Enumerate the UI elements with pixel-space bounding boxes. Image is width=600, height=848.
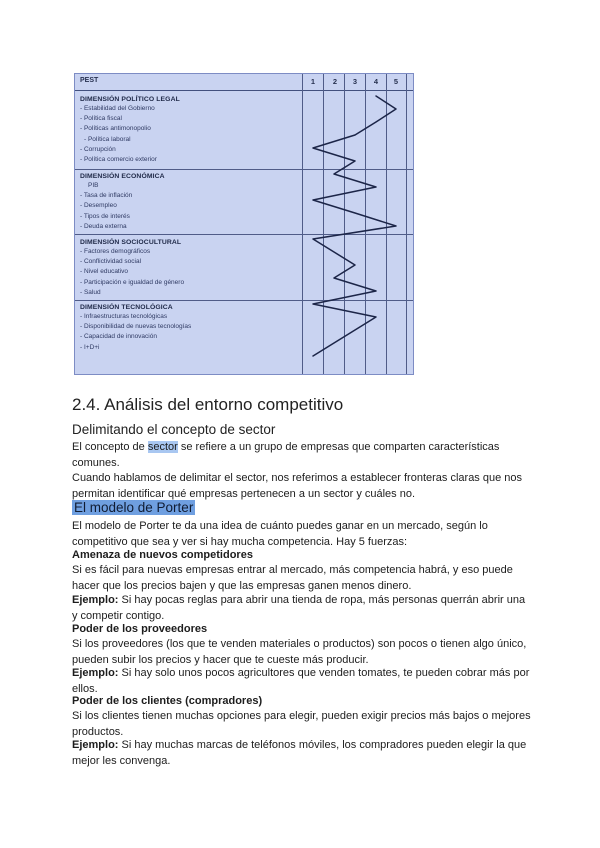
section-item: - Infraestructuras tecnológicas <box>80 313 168 320</box>
force2-text: Si los proveedores (los que te venden materiales o productos) son pocos o tienen algo único, pueden subir los precios y hacer que te cueste más producir. <box>72 638 527 666</box>
section-item: - Disponibilidad de nuevas tecnologías <box>80 323 192 331</box>
rating-column-3: 3 <box>352 77 358 86</box>
paragraph-sector-definition: El concepto de sector se refiere a un grupo de empresas que comparten características comunes. <box>72 441 500 469</box>
subheading-sector: Delimitando el concepto de sector <box>72 422 276 437</box>
section-item: - Capacidad de innovación <box>80 333 157 341</box>
force1-text: Si es fácil para nuevas empresas entrar al mercado, más competencia habrá, y eso puede hacer que los precios bajen y que las empresas ganen menos dinero. <box>72 564 513 592</box>
force1-example: Ejemplo: Si hay pocas reglas para abrir una tienda de ropa, más personas querrán abrir una y competir contigo. <box>72 594 526 622</box>
porter-heading: El modelo de Porter <box>74 500 194 515</box>
section-item: PIB <box>88 182 99 189</box>
pest-header-label: PEST <box>80 77 99 84</box>
highlighted-word: sector <box>147 441 178 453</box>
section-item: - Tasa de inflación <box>80 192 133 200</box>
section-item: - Política fiscal <box>80 115 122 123</box>
force2-title: Poder de los proveedores <box>72 623 208 635</box>
section-title: DIMENSIÓN POLÍTICO LEGAL <box>80 96 180 103</box>
porter-heading-wrapper <box>72 500 532 515</box>
force3-example: Ejemplo: Si hay muchas marcas de teléfonos móviles, los compradores pueden elegir la que mejor les convenga. <box>72 739 527 767</box>
section-title: DIMENSIÓN TECNOLÓGICA <box>80 304 173 311</box>
rating-column-1: 1 <box>310 77 316 86</box>
pest-table <box>74 73 414 375</box>
section-item: - Estabilidad del Gobierno <box>80 105 155 112</box>
paragraph-porter-intro: El modelo de Porter te da una idea de cuánto puedes ganar en un mercado, según lo competitivo que sea y ver si hay mucha competencia. Hay 5 fuerzas: <box>72 520 488 548</box>
force1-title: Amenaza de nuevos competidores <box>72 549 253 561</box>
section-title: DIMENSIÓN ECONÓMICA <box>80 173 165 180</box>
section-item: - Corrupción <box>80 145 116 153</box>
section-item: - Política laboral <box>84 135 131 143</box>
section-item: - Políticas antimonopolio <box>80 125 151 133</box>
force2-example: Ejemplo: Si hay solo unos pocos agricultores que venden tomates, te pueden cobrar más por ellos. <box>72 667 530 695</box>
section-item: - Nivel educativo <box>80 268 129 276</box>
section-item: - Tipos de interés <box>80 212 130 220</box>
section-item: - Desempleo <box>80 202 117 210</box>
section-item: - Deuda externa <box>80 222 127 230</box>
section-item: - Salud <box>80 288 101 296</box>
rating-profile-line <box>75 74 413 374</box>
section-item: - I+D+i <box>80 343 100 351</box>
rating-column-5: 5 <box>393 77 399 86</box>
rating-column-2: 2 <box>332 77 338 86</box>
force3-title: Poder de los clientes (compradores) <box>72 695 263 707</box>
section-item: - Conflictividad social <box>80 258 142 266</box>
rating-column-4: 4 <box>373 77 379 86</box>
section-item: - Política comercio exterior <box>80 156 157 164</box>
section-title: DIMENSIÓN SOCIOCULTURAL <box>80 239 182 246</box>
section-item: - Participación e igualdad de género <box>80 278 185 286</box>
force3-text: Si los clientes tienen muchas opciones para elegir, pueden exigir precios más bajos o mejores productos. <box>72 710 531 738</box>
section-heading: 2.4. Análisis del entorno competitivo <box>72 395 344 414</box>
paragraph-delimit-sector: Cuando hablamos de delimitar el sector, nos referimos a establecer fronteras claras que nos permitan identificar qué empresas pertenecen a un sector y cuáles no. <box>72 472 523 500</box>
section-item: - Factores demográficos <box>80 248 151 255</box>
